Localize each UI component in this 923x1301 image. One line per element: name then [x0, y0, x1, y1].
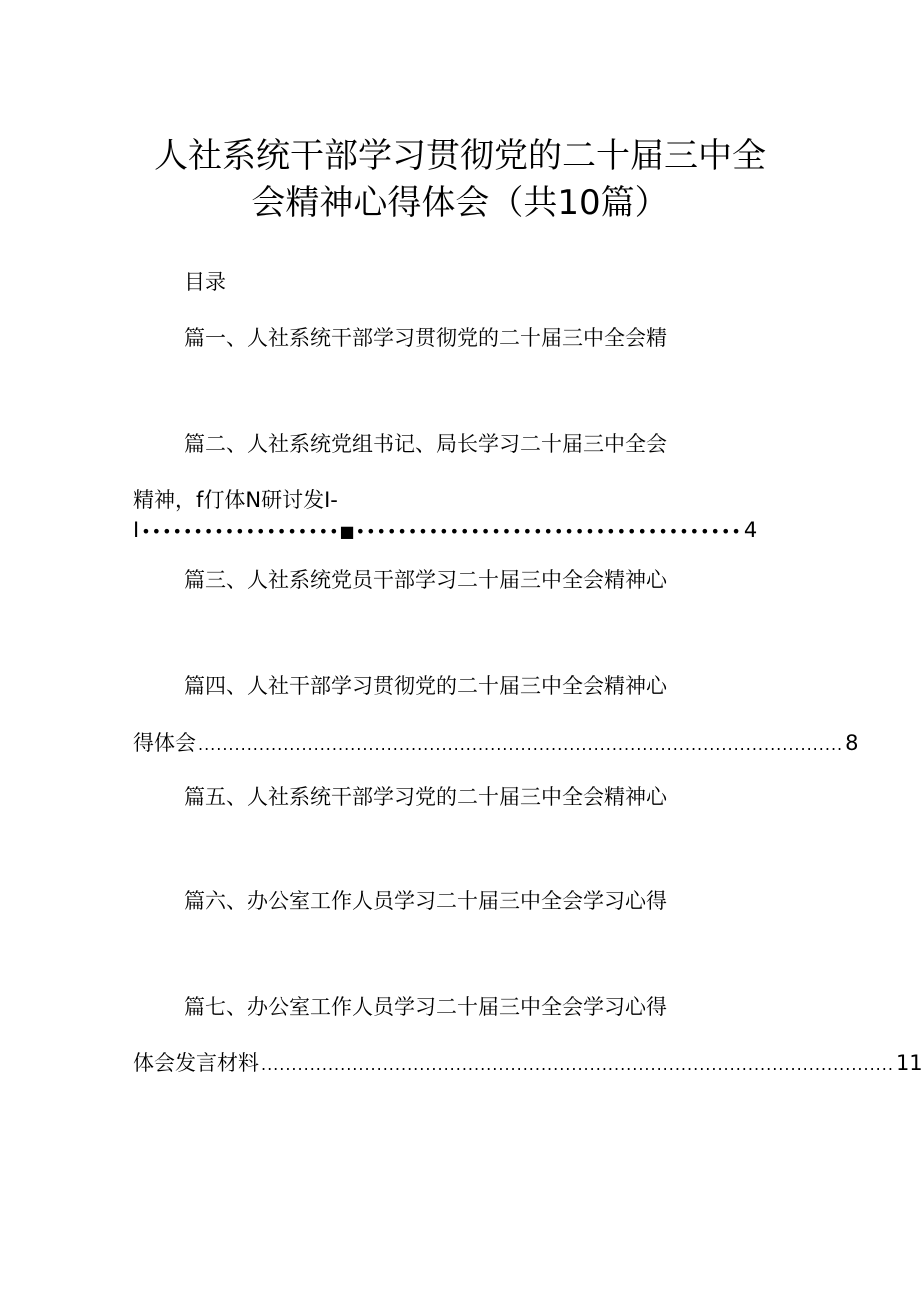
toc-entry-4[interactable]: 篇四、人社干部学习贯彻党的二十届三中全会精神心: [184, 674, 667, 698]
toc-entry-3[interactable]: 篇三、人社系统党员干部学习二十届三中全会精神心: [184, 568, 667, 592]
toc-entry-4-dots: ..........................................................................................................: [198, 735, 844, 754]
toc-entry-7-label: 体会发言材料: [133, 1051, 259, 1075]
toc-entry-5[interactable]: 篇五、人社系统干部学习党的二十届三中全会精神心: [184, 785, 667, 809]
toc-entry-7-leader[interactable]: [133, 1049, 923, 1079]
toc-entry-2[interactable]: 篇二、人社系统党组书记、局长学习二十届三中全会: [184, 432, 667, 456]
toc-entry-1[interactable]: 篇一、人社系统干部学习贯彻党的二十届三中全会精: [184, 326, 667, 350]
toc-entry-6[interactable]: 篇六、办公室工作人员学习二十届三中全会学习心得: [184, 889, 667, 913]
document-title-line-2: 会精神心得体会（共10篇）: [251, 183, 669, 223]
toc-entry-2-prefix: I: [133, 518, 140, 542]
toc-entry-2-page: 4: [743, 518, 758, 542]
toc-entry-2-leader[interactable]: [133, 516, 758, 546]
toc-entry-4-page: 8: [845, 731, 859, 755]
toc-entry-2-continuation[interactable]: 精神，f仃体N研讨发I-: [133, 488, 338, 512]
toc-entry-7-page: 11: [895, 1051, 923, 1075]
document-title-line-1: 人社系统干部学习贯彻党的二十届三中全: [154, 136, 766, 176]
toc-entry-2-dots: •••••••••••••••••••■•••••••••••••••••••••••••••••••••••••: [141, 522, 742, 541]
toc-heading: 目录: [184, 270, 226, 294]
toc-entry-7[interactable]: 篇七、办公室工作人员学习二十届三中全会学习心得: [184, 995, 667, 1019]
toc-entry-7-dots: ........................................................................................................: [261, 1055, 894, 1074]
toc-entry-4-leader[interactable]: [133, 729, 859, 759]
toc-entry-4-label: 得体会: [133, 731, 196, 755]
